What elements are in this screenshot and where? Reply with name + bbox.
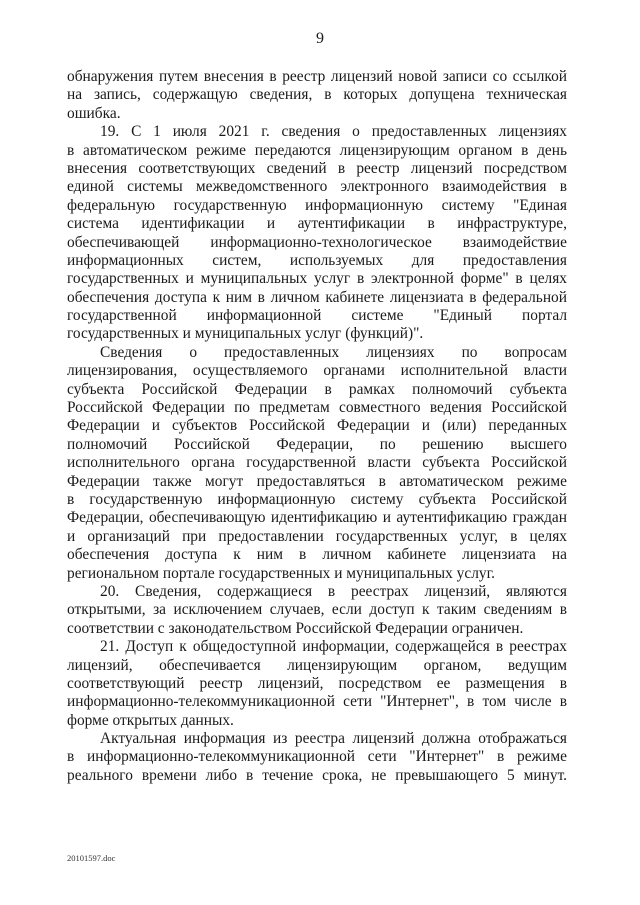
paragraph bbox=[67, 344, 567, 583]
text-line: соответствующий реестр лицензий, посредством ее размещения в bbox=[67, 674, 567, 692]
text-line: реального времени либо в течение срока, не превышающего 5 минут. bbox=[67, 766, 567, 784]
text-line: информационно-телекоммуникационной сети "Интернет", в том числе в bbox=[67, 693, 567, 711]
paragraph bbox=[67, 68, 567, 123]
text-line: открытыми, за исключением случаев, если доступ к таким сведениям в bbox=[67, 601, 567, 619]
text-line: Федерации и субъектов Российской Федерации и (или) переданных bbox=[67, 417, 567, 435]
text-line: в автоматическом режиме передаются лицензирующим органом в день bbox=[67, 141, 567, 159]
document-body bbox=[67, 68, 567, 785]
text-line: обнаружения путем внесения в реестр лицензий новой записи со ссылкой bbox=[67, 68, 567, 85]
text-line: лицензирования, осуществляемого органами исполнительной власти bbox=[67, 362, 567, 380]
text-line: обеспечивающей информационно-технологическое взаимодействие bbox=[67, 233, 567, 251]
paragraph bbox=[67, 638, 567, 730]
text-line: исполнительного органа государственной власти субъекта Российской bbox=[67, 454, 567, 472]
text-line: Федерации также могут предоставляться в автоматическом режиме bbox=[67, 472, 567, 490]
text-line: 20. Сведения, содержащиеся в реестрах лицензий, являются bbox=[100, 582, 567, 600]
text-line: субъекта Российской Федерации в рамках полномочий субъекта bbox=[67, 380, 567, 398]
text-line: единой системы межведомственного электронного взаимодействия в bbox=[67, 178, 567, 196]
text-line: информационных систем, используемых для предоставления bbox=[67, 251, 567, 269]
text-line: соответствии с законодательством Российской Федерации ограничен. bbox=[67, 619, 524, 637]
text-line: полномочий Российской Федерации, по решению высшего bbox=[67, 435, 567, 453]
text-line: 19. С 1 июля 2021 г. сведения о предоставленных лицензиях bbox=[100, 123, 567, 141]
text-line: внесения соответствующих сведений в реестр лицензий посредством bbox=[67, 159, 567, 177]
text-line: ошибка. bbox=[67, 104, 121, 122]
text-line: в информационно-телекоммуникационной сети "Интернет" в режиме bbox=[67, 748, 567, 766]
paragraph bbox=[67, 730, 567, 785]
text-line: Актуальная информация из реестра лицензий должна отображаться bbox=[100, 730, 567, 748]
paragraph bbox=[67, 583, 567, 638]
text-line: государственной информационной системе "Единый портал bbox=[67, 307, 567, 325]
text-line: система идентификации и аутентификации в инфраструктуре, bbox=[67, 215, 567, 233]
text-line: Сведения о предоставленных лицензиях по вопросам bbox=[100, 343, 567, 361]
page-number: 9 bbox=[316, 30, 324, 47]
text-line: и организаций при предоставлении государственных услуг, в целях bbox=[67, 527, 567, 545]
text-line: обеспечения доступа к ним в личном кабинете лицензиата в федеральной bbox=[67, 288, 567, 306]
text-line: федеральную государственную информационную систему "Единая bbox=[67, 196, 567, 214]
text-line: Российской Федерации по предметам совместного ведения Российской bbox=[67, 399, 567, 417]
text-line: 21. Доступ к общедоступной информации, содержащейся в реестрах bbox=[100, 638, 567, 656]
paragraph bbox=[67, 123, 567, 344]
text-line: в государственную информационную систему субъекта Российской bbox=[67, 490, 567, 508]
text-line: Федерации, обеспечивающую идентификацию и аутентификацию граждан bbox=[67, 509, 567, 527]
text-line: государственных и муниципальных услуг в электронной форме" в целях bbox=[67, 270, 567, 288]
text-line: на запись, содержащую сведения, в которых допущена техническая bbox=[67, 86, 567, 104]
text-line: региональном портале государственных и муниципальных услуг. bbox=[67, 564, 496, 582]
text-line: лицензий, обеспечивается лицензирующим органом, ведущим bbox=[67, 656, 567, 674]
text-line: форме открытых данных. bbox=[67, 711, 234, 729]
text-line: обеспечения доступа к ним в личном кабинете лицензиата на bbox=[67, 546, 567, 564]
footer-filename: 20101597.doc bbox=[67, 853, 116, 863]
text-line: государственных и муниципальных услуг (функций)". bbox=[67, 325, 424, 343]
